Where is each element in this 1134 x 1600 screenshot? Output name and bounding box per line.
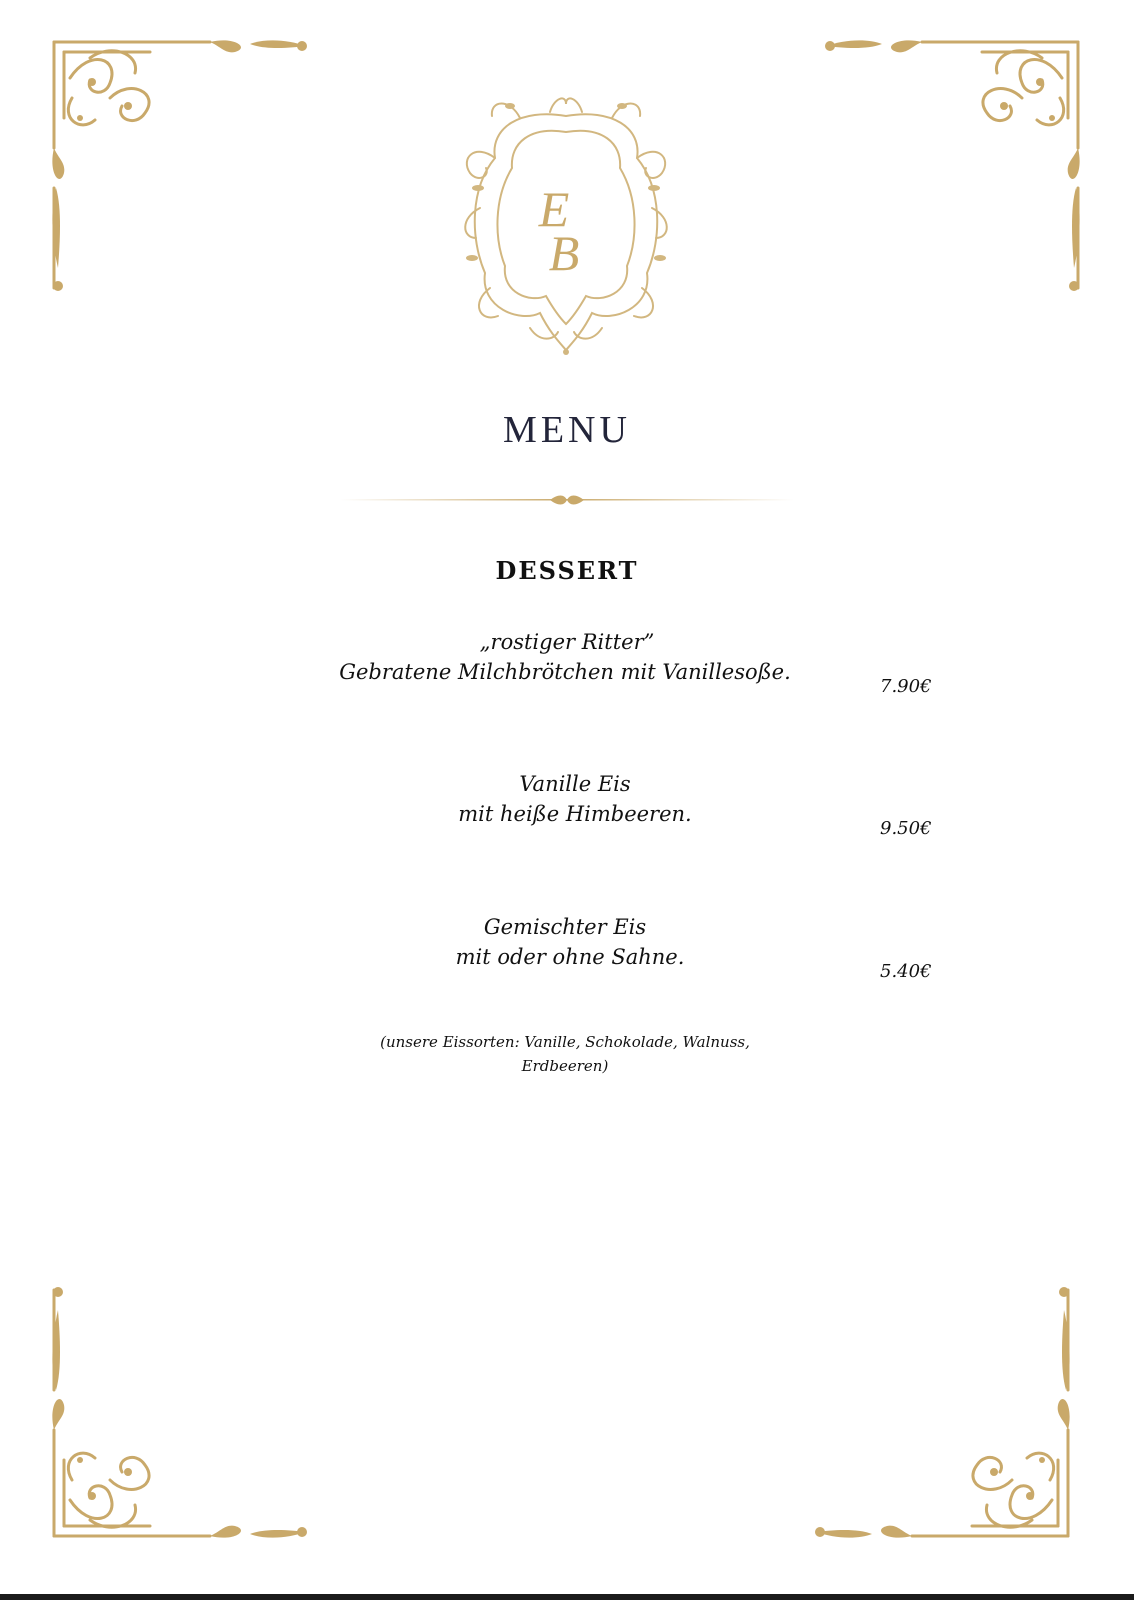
menu-item-name: Vanille Eis <box>519 772 631 796</box>
monogram-letter-e: E <box>538 181 570 237</box>
monogram-letter-b: B <box>548 225 580 281</box>
note-line-2: Erdbeeren) <box>521 1057 609 1075</box>
monogram-crest <box>450 88 682 358</box>
corner-ornament-top-right-icon <box>822 38 1082 298</box>
ice-cream-flavors-note <box>340 1030 790 1078</box>
corner-ornament-top-left-icon <box>50 38 310 298</box>
page-title: MENU <box>503 409 631 451</box>
menu-item-description: mit heiße Himbeeren. <box>458 802 692 826</box>
ornamental-divider-icon <box>340 492 794 508</box>
menu-item-price: 9.50€ <box>880 818 932 839</box>
bottom-edge-bar <box>0 1594 1134 1600</box>
menu-item-price: 5.40€ <box>880 961 932 982</box>
menu-item-price: 7.90€ <box>880 676 932 697</box>
menu-item-name: „rostiger Ritter” <box>479 630 655 654</box>
note-line-1: (unsere Eissorten: Vanille, Schokolade, Walnuss, <box>380 1033 750 1051</box>
menu-item-description: mit oder ohne Sahne. <box>455 945 685 969</box>
menu-item-description: Gebratene Milchbrötchen mit Vanillesoße. <box>339 660 791 684</box>
corner-ornament-bottom-left-icon <box>50 1280 310 1540</box>
corner-ornament-bottom-right-icon <box>812 1280 1072 1540</box>
menu-item-name: Gemischter Eis <box>483 915 647 939</box>
section-heading-dessert: DESSERT <box>495 556 639 585</box>
